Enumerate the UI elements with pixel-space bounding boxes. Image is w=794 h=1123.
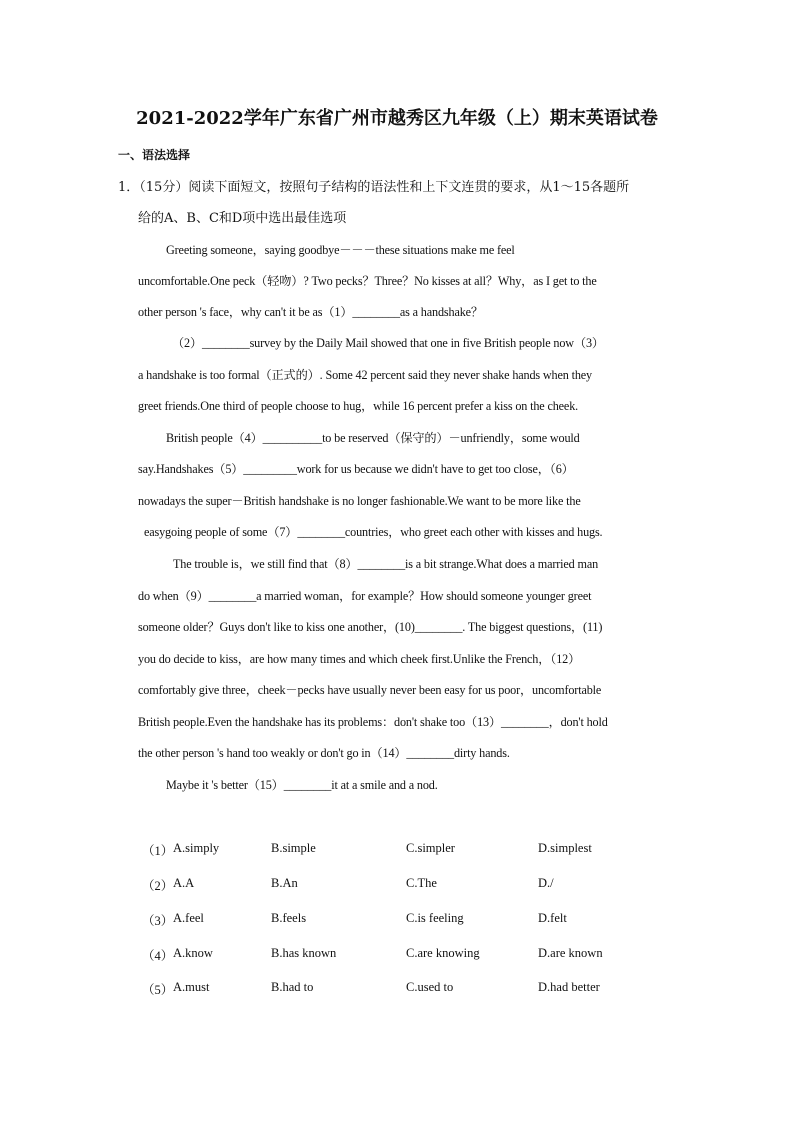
- exam-title: 2021-2022学年广东省广州市越秀区九年级（上）期末英语试卷: [136, 108, 658, 129]
- option-b[interactable]: B.simple: [271, 841, 316, 855]
- option-number: （1）: [142, 844, 174, 858]
- question-instruction-line-1: 1．（15分）阅读下面短文，按照句子结构的语法性和上下文连贯的要求，从1～15各题所: [118, 180, 630, 195]
- option-d[interactable]: D.felt: [538, 911, 567, 925]
- passage-line: comfortably give three，cheek－pecks have usually never been easy for us poor，uncomfortable: [138, 683, 602, 697]
- option-a[interactable]: A.feel: [173, 911, 204, 925]
- option-number: （4）: [142, 949, 174, 963]
- passage-line: uncomfortable.One peck（轻吻）? Two pecks？Three？No kisses at all？Why，as I get to the: [138, 274, 597, 288]
- option-b[interactable]: B.had to: [271, 980, 314, 994]
- passage-line: Greeting someone，saying goodbye－－－these situations make me feel: [166, 243, 515, 257]
- passage-line: a handshake is too formal（正式的）. Some 42 percent said they never shake hands when they: [138, 368, 592, 382]
- passage-line: British people.Even the handshake has its problems：don't shake too（13）________，don't hold: [138, 715, 608, 729]
- option-c[interactable]: C.used to: [406, 980, 454, 994]
- option-b[interactable]: B.feels: [271, 911, 307, 925]
- option-a[interactable]: A.must: [173, 980, 210, 994]
- option-number: （5）: [142, 983, 174, 997]
- passage-line: nowadays the super－British handshake is no longer fashionable.We want to be more like the: [138, 494, 581, 508]
- option-a[interactable]: A.simply: [173, 841, 220, 855]
- option-b[interactable]: B.has known: [271, 946, 337, 960]
- option-a[interactable]: A.A: [173, 876, 195, 890]
- option-c[interactable]: C.The: [406, 876, 437, 890]
- passage-line: the other person 's hand too weakly or don't go in（14）________dirty hands.: [138, 746, 510, 760]
- option-d[interactable]: D.simplest: [538, 841, 592, 855]
- option-d[interactable]: D.had better: [538, 980, 600, 994]
- passage-line: easygoing people of some（7）________countries，who greet each other with kisses and hugs.: [144, 525, 603, 539]
- passage-line: do when（9）________a married woman，for example？How should someone younger greet: [138, 589, 592, 603]
- option-a[interactable]: A.know: [173, 946, 213, 960]
- option-c[interactable]: C.is feeling: [406, 911, 464, 925]
- option-c[interactable]: C.simpler: [406, 841, 455, 855]
- passage-line: The trouble is，we still find that（8）________is a bit strange.What does a married man: [173, 557, 599, 571]
- passage-line: say.Handshakes（5）_________work for us because we didn't have to get too close，（6）: [138, 462, 574, 476]
- option-c[interactable]: C.are knowing: [406, 946, 480, 960]
- question-instruction-line-2: 给的A、B、C和D项中选出最佳选项: [138, 211, 347, 226]
- section-heading: 一、语法选择: [118, 148, 191, 162]
- option-b[interactable]: B.An: [271, 876, 298, 890]
- passage-line: you do decide to kiss，are how many times and which cheek first.Unlike the French，（12）: [138, 652, 581, 666]
- passage-line: someone older？Guys don't like to kiss one another，(10)________. The biggest questions，(11): [138, 620, 603, 634]
- option-number: （3）: [142, 914, 174, 928]
- option-d[interactable]: D.are known: [538, 946, 603, 960]
- passage-line: Maybe it 's better（15）________it at a smile and a nod.: [166, 778, 438, 792]
- passage-line: （2）________survey by the Daily Mail showed that one in five British people now（3）: [172, 336, 604, 350]
- option-d[interactable]: D./: [538, 876, 554, 890]
- passage-line: greet friends.One third of people choose to hug，while 16 percent prefer a kiss on the cheek.: [138, 399, 579, 413]
- passage-line: other person 's face，why can't it be as（1）________as a handshake？: [138, 305, 483, 319]
- option-number: （2）: [142, 879, 174, 893]
- passage-line: British people（4）__________to be reserved（保守的）－unfriendly，some would: [166, 431, 580, 445]
